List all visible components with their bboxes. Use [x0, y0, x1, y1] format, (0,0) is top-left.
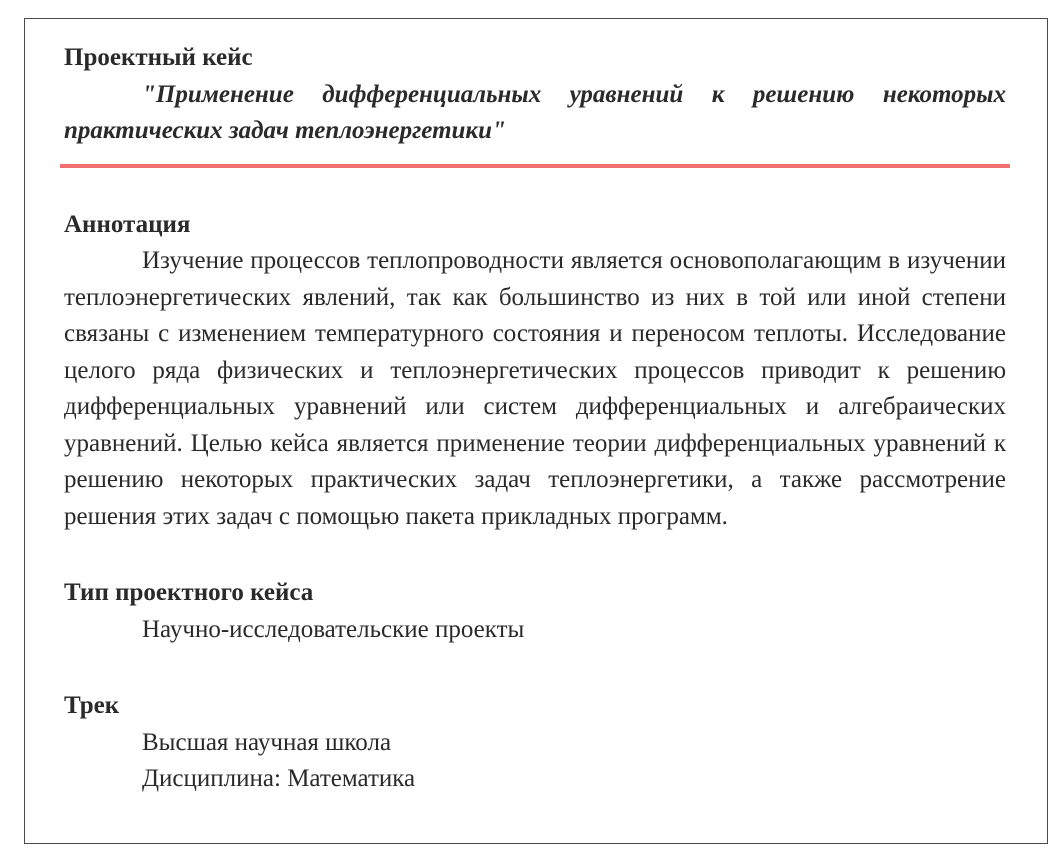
case-type-heading: Тип проектного кейса	[64, 579, 314, 606]
annotation-section	[64, 207, 1006, 536]
document-title: Проектный кейс	[64, 44, 253, 71]
track-heading: Трек	[64, 692, 120, 719]
annotation-heading: Аннотация	[64, 210, 191, 238]
case-type-section	[64, 575, 1006, 648]
document-content	[64, 40, 1006, 798]
document-subtitle: "Применение дифференциальных уравнений к решению некоторых практических задач теплоэнергетики"	[64, 80, 1006, 144]
case-type-value: Научно-исследовательские проекты	[142, 615, 525, 643]
accent-divider	[60, 164, 1010, 168]
track-value: Высшая научная школа	[142, 728, 392, 756]
track-section	[64, 688, 1006, 798]
track-discipline: Дисциплина: Математика	[142, 765, 416, 792]
annotation-text: Изучение процессов теплопроводности является основополагающим в изучении теплоэнергетических явлений, так как большинство из них в той или иной степени связаны с изменением температурного состояния и переносом теплоты. Исследование целого ряда физических и теплоэнергетических процессов приводит к решению дифференциальных уравнений или систем дифференциальных и алгебраических уравнений. Целью кейса является применение теории дифференциальных уравнений к решению некоторых практических задач теплоэнергетики, а также рассмотрение решения этих задач с помощью пакета прикладных программ.	[64, 247, 1006, 530]
